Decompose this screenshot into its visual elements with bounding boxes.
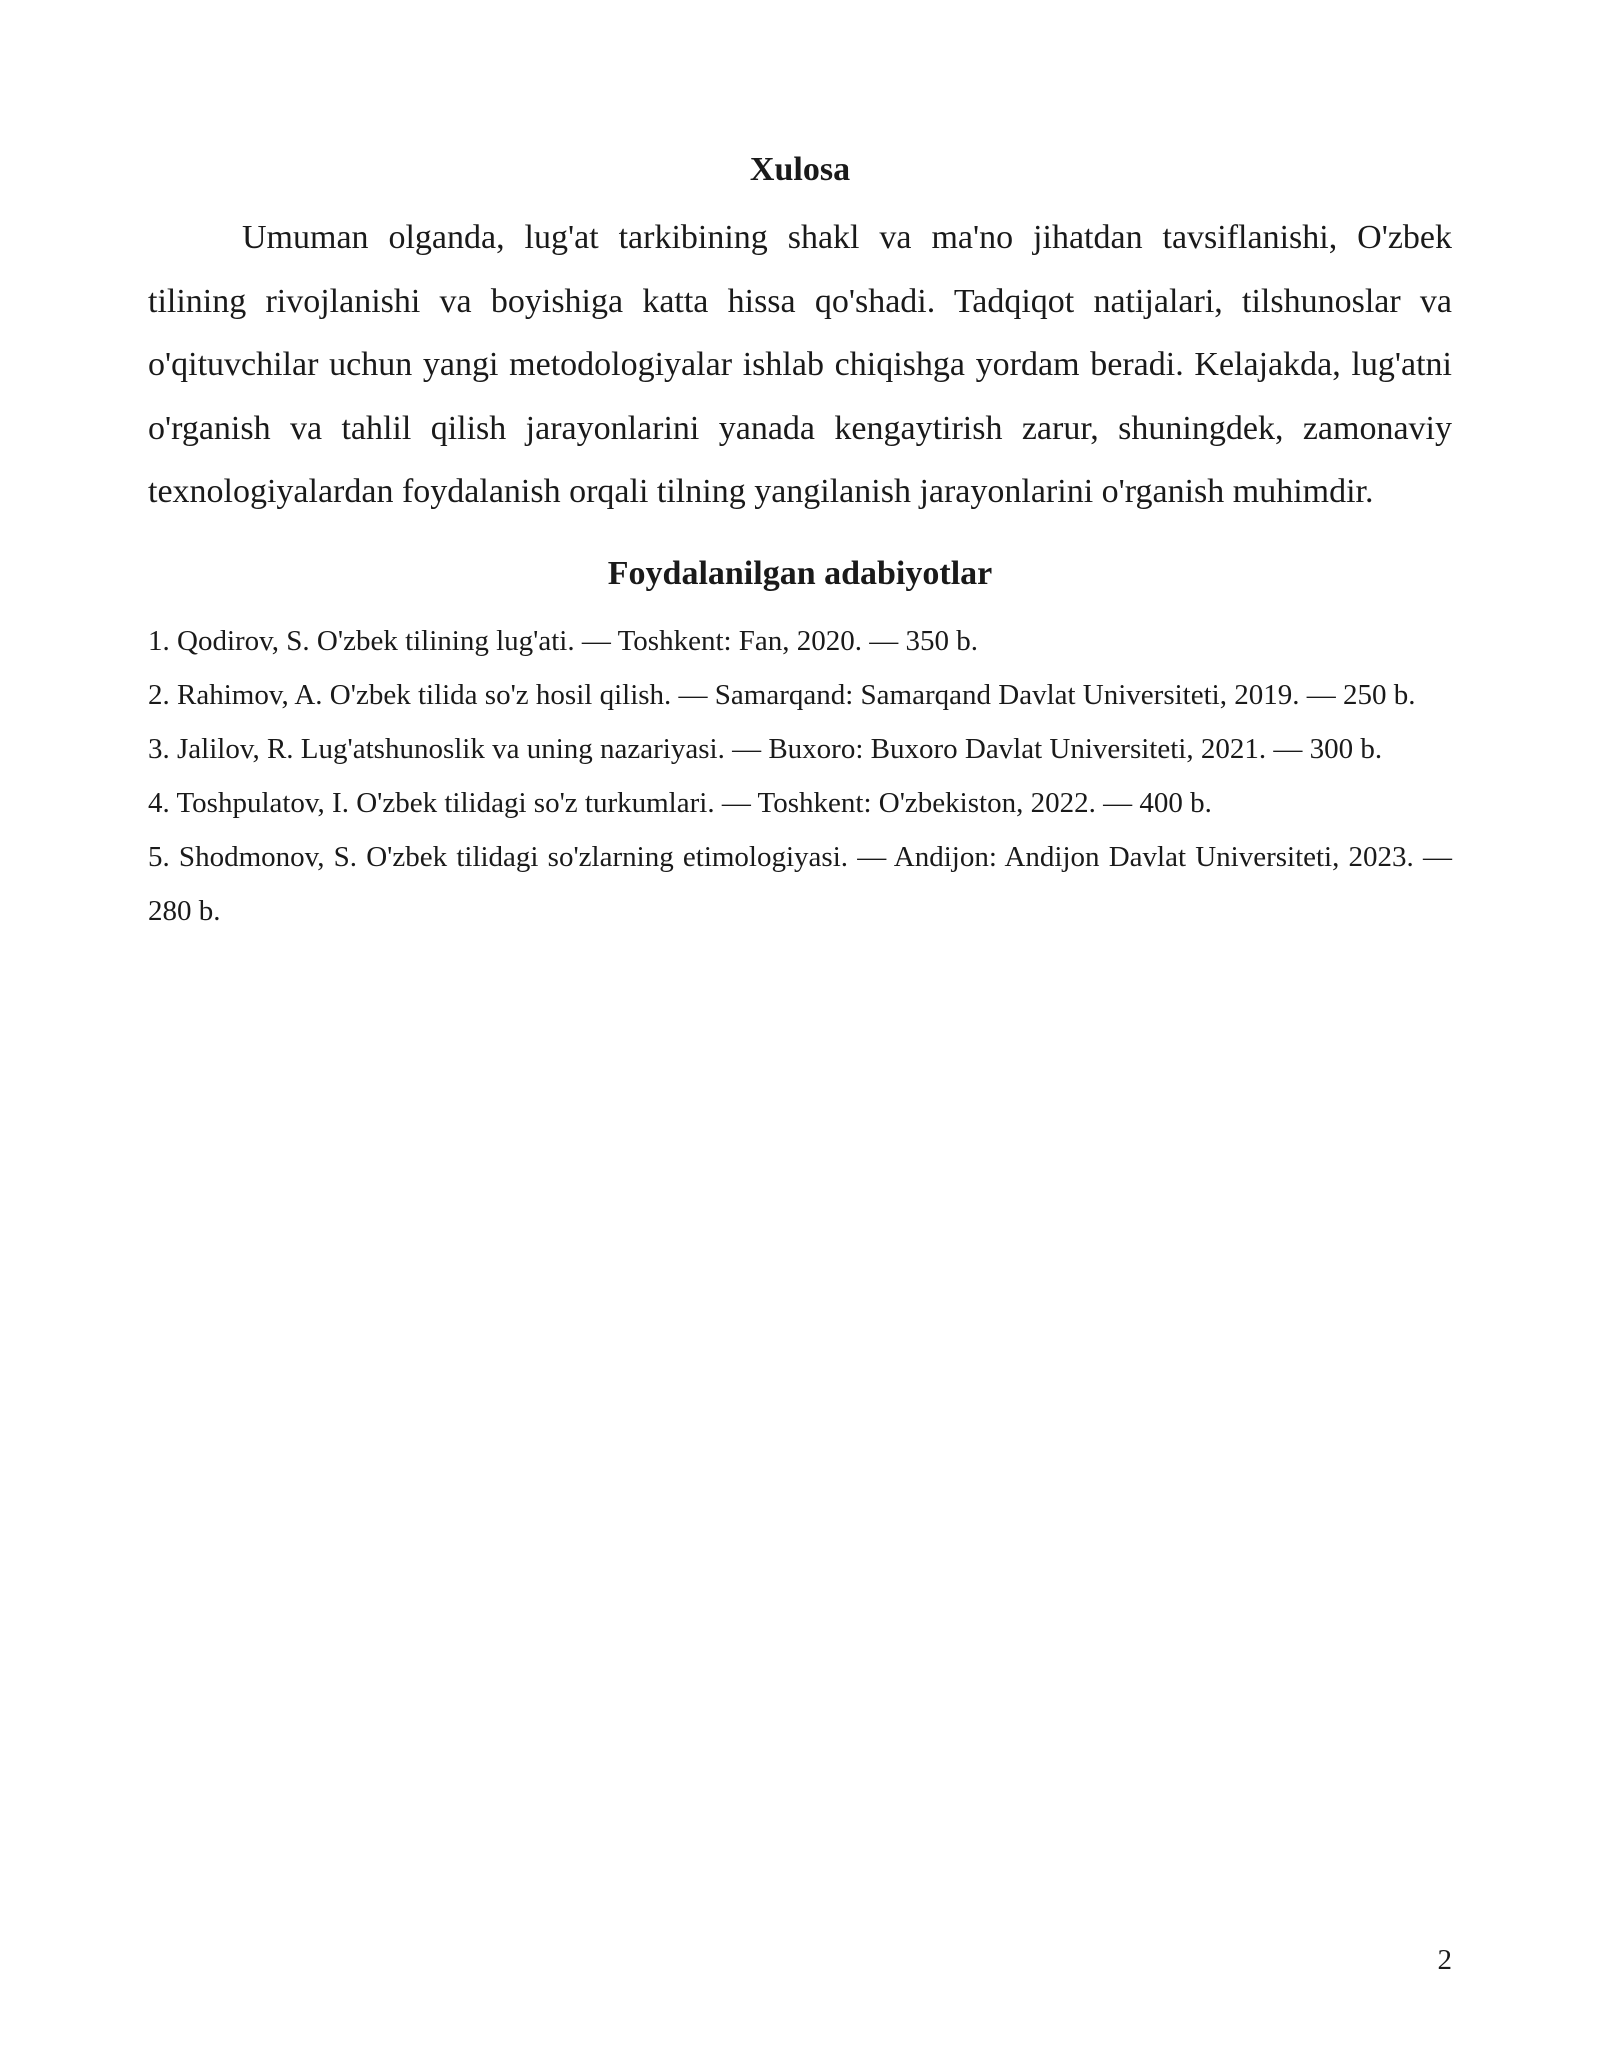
- reference-item: 1. Qodirov, S. O'zbek tilining lug'ati. — Toshkent: Fan, 2020. — 350 b.: [148, 624, 979, 657]
- references-list: [148, 614, 1452, 938]
- document-page: [148, 140, 1452, 938]
- reference-item: 3. Jalilov, R. Lug'atshunoslik va uning nazariyasi. — Buxoro: Buxoro Davlat Universiteti, 2021. — 300 b.: [148, 732, 1383, 765]
- references-heading: Foydalanilgan adabiyotlar: [607, 554, 993, 592]
- conclusion-paragraph: Umuman olganda, lug'at tarkibining shakl va ma'no jihatdan tavsiflanishi, O'zbek tilining rivojlanishi va boyishiga katta hissa qo'shadi. Tadqiqot natijalari, tilshunoslar va o'qituvchilar uchun yangi metodologiyalar ishlab chiqishga yordam beradi. Kelajakda, lug'atni o'rganish va tahlil qilish jarayonlarini yanada kengaytirish zarur, shuningdek, zamonaviy texnologiyalardan foydalanish orqali tilning yangilanish jarayonlarini o'rganish muhimdir.: [148, 219, 1452, 510]
- reference-item: 2. Rahimov, A. O'zbek tilida so'z hosil qilish. — Samarqand: Samarqand Davlat Universiteti, 2019. — 250 b.: [148, 678, 1416, 711]
- page-number: 2: [1437, 1944, 1452, 1976]
- reference-item: 5. Shodmonov, S. O'zbek tilidagi so'zlarning etimologiyasi. — Andijon: Andijon Davlat Universiteti, 2023. — 280 b.: [148, 840, 1452, 927]
- reference-item: 4. Toshpulatov, I. O'zbek tilidagi so'z turkumlari. — Toshkent: O'zbekiston, 2022. — 400 b.: [148, 786, 1212, 819]
- conclusion-heading: Xulosa: [749, 151, 851, 188]
